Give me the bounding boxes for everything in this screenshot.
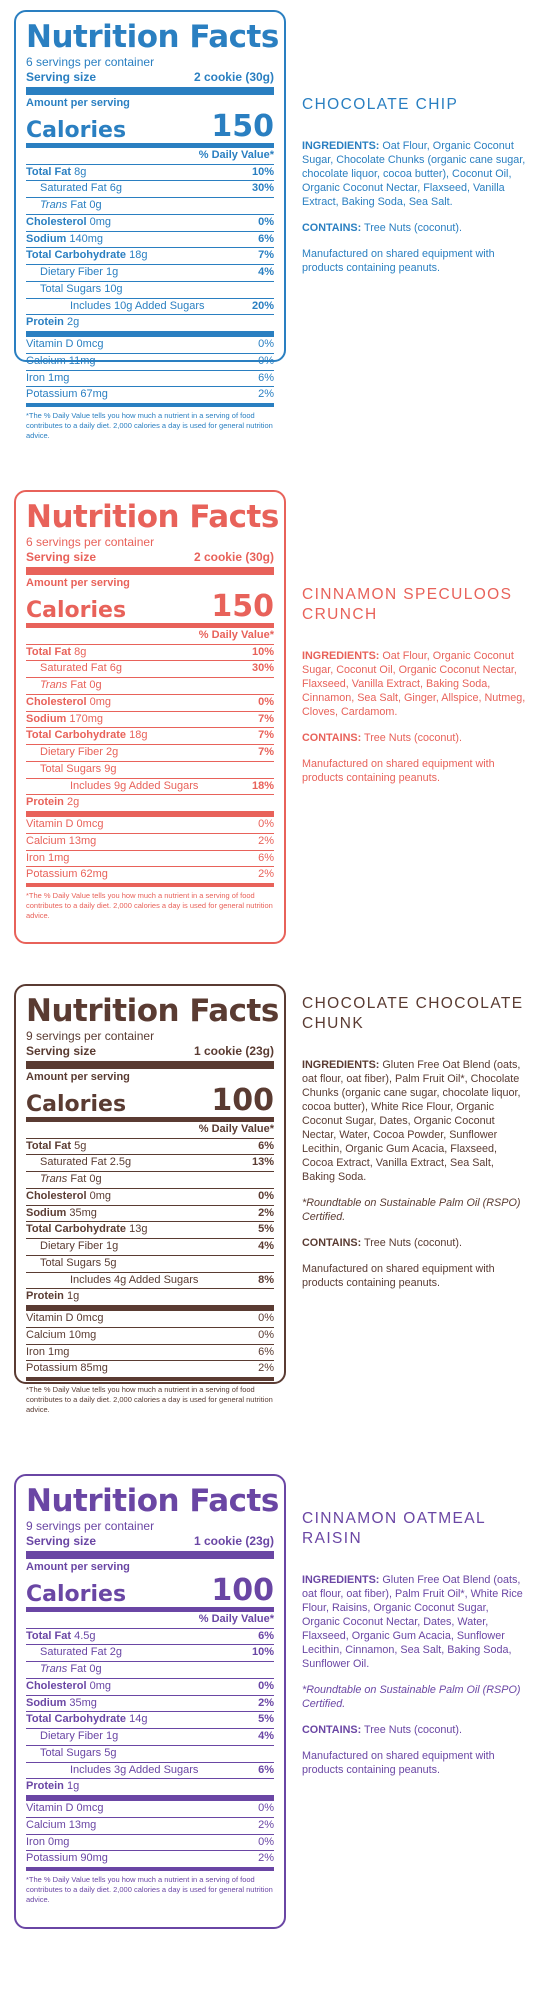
iron-label: Iron 1mg xyxy=(26,1345,70,1358)
total-carbohydrate-amount: 18g xyxy=(129,729,148,742)
ingredients-text xyxy=(302,139,527,209)
iron-dv: 6% xyxy=(258,1345,274,1358)
trans-fat-row xyxy=(26,1662,274,1679)
servings-per-container: 6 servings per container xyxy=(26,55,155,69)
calories-label: Calories xyxy=(26,117,127,143)
trans-fat-row xyxy=(26,678,274,695)
iron-label: Iron 0mg xyxy=(26,1835,70,1848)
total-carbohydrate-row xyxy=(26,1712,274,1729)
total-carbohydrate-amount: 18g xyxy=(129,249,148,262)
total-fat-label: Total Fat xyxy=(26,1629,72,1642)
contains-text xyxy=(302,1723,527,1737)
trans-fat-amount: Fat 0g xyxy=(70,1663,102,1675)
protein-amount: 2g xyxy=(66,316,80,329)
total-fat-label: Total Fat xyxy=(26,165,72,178)
contains-text xyxy=(302,221,527,235)
saturated-fat-dv: 30% xyxy=(251,182,274,195)
iron-dv: 6% xyxy=(258,851,274,864)
daily-value-header: % Daily Value* xyxy=(26,628,274,645)
protein-label: Protein xyxy=(26,1780,64,1793)
saturated-fat-label: Saturated Fat xyxy=(40,1646,107,1659)
calories-value: 150 xyxy=(211,108,274,144)
dietary-fiber-dv: 4% xyxy=(258,1730,274,1742)
added-sugars-row xyxy=(26,779,274,796)
manufactured-note: Manufactured on shared equipment with products containing peanuts. xyxy=(302,248,495,274)
iron-row xyxy=(26,1835,274,1852)
total-sugars-label: Total Sugars 9g xyxy=(40,762,117,775)
iron-row xyxy=(26,851,274,868)
ingredients-label: INGREDIENTS: xyxy=(302,140,380,152)
added-sugars-dv: 6% xyxy=(258,1763,274,1776)
calories-label: Calories xyxy=(26,1581,127,1607)
iron-label: Iron 1mg xyxy=(26,851,70,864)
dietary-fiber-dv: 7% xyxy=(258,746,274,758)
amount-per-serving: Amount per serving xyxy=(26,1561,130,1573)
calcium-dv: 2% xyxy=(258,1818,274,1831)
trans-fat-row xyxy=(26,198,274,215)
servings-per-container: 9 servings per container xyxy=(26,1519,155,1533)
protein-amount: 2g xyxy=(66,796,80,809)
total-carbohydrate-row xyxy=(26,248,274,265)
dietary-fiber-label: Dietary Fiber 1g xyxy=(40,1240,119,1252)
total-fat-dv: 6% xyxy=(258,1629,274,1642)
serving-size-label: Serving size xyxy=(26,550,97,564)
dietary-fiber-row xyxy=(26,265,274,282)
total-carbohydrate-row xyxy=(26,728,274,745)
iron-row xyxy=(26,371,274,388)
total-fat-row xyxy=(26,1139,274,1156)
calcium-label: Calcium 10mg xyxy=(26,1328,97,1341)
saturated-fat-amount: 2g xyxy=(109,1646,122,1659)
added-sugars-label: Includes 10g Added Sugars xyxy=(70,299,205,312)
sodium-row xyxy=(26,232,274,249)
ingredients-label: INGREDIENTS: xyxy=(302,650,380,662)
contains-value: Tree Nuts (coconut). xyxy=(364,732,463,744)
vitamin-d-dv: 0% xyxy=(258,1312,274,1324)
serving-size-value: 1 cookie (23g) xyxy=(193,1044,274,1058)
dietary-fiber-row xyxy=(26,1729,274,1746)
total-fat-amount: 8g xyxy=(74,645,87,658)
contains-value: Tree Nuts (coconut). xyxy=(364,222,463,234)
cholesterol-amount: 0mg xyxy=(89,1189,111,1202)
total-carbohydrate-label: Total Carbohydrate xyxy=(26,1223,127,1236)
calcium-label: Calcium 11mg xyxy=(26,354,96,367)
serving-size-label: Serving size xyxy=(26,70,97,84)
calories-row xyxy=(26,1082,274,1122)
cholesterol-dv: 0% xyxy=(258,215,274,228)
saturated-fat-dv: 10% xyxy=(251,1646,274,1659)
saturated-fat-dv: 13% xyxy=(251,1156,274,1169)
saturated-fat-label: Saturated Fat xyxy=(40,662,107,675)
nutrition-facts-title: Nutrition Facts xyxy=(26,19,279,55)
calories-value: 100 xyxy=(211,1572,274,1608)
nutrition-facts-title: Nutrition Facts xyxy=(26,1483,279,1519)
saturated-fat-row xyxy=(26,1155,274,1172)
potassium-label: Potassium 85mg xyxy=(26,1362,108,1375)
sodium-label: Sodium xyxy=(26,232,67,245)
dietary-fiber-label: Dietary Fiber 2g xyxy=(40,746,119,758)
calcium-dv: 2% xyxy=(258,834,274,847)
vitamin-d-row xyxy=(26,811,274,834)
cholesterol-dv: 0% xyxy=(258,1679,274,1692)
daily-value-footnote: *The % Daily Value tells you how much a nutrient in a serving of food contributes to a daily diet. 2,000 calories a day is used for general nutrition advice. xyxy=(26,883,274,921)
sodium-label: Sodium xyxy=(26,712,67,725)
protein-row xyxy=(26,315,274,331)
total-carbohydrate-dv: 7% xyxy=(258,249,274,262)
cholesterol-row xyxy=(26,695,274,712)
serving-size-row xyxy=(26,70,274,95)
nutrition-facts-title: Nutrition Facts xyxy=(26,993,279,1029)
serving-size-row xyxy=(26,1044,274,1069)
protein-label: Protein xyxy=(26,796,64,809)
protein-row xyxy=(26,795,274,811)
saturated-fat-label: Saturated Fat xyxy=(40,1156,107,1169)
serving-size-value: 1 cookie (23g) xyxy=(193,1534,274,1548)
product-name: CHOCOLATE CHIP xyxy=(302,96,459,113)
calcium-row xyxy=(26,354,274,371)
servings-per-container: 6 servings per container xyxy=(26,535,155,549)
potassium-dv: 2% xyxy=(258,1852,274,1865)
total-sugars-row xyxy=(26,1256,274,1273)
calories-value: 100 xyxy=(211,1082,274,1118)
total-fat-row xyxy=(26,165,274,182)
vitamin-d-row xyxy=(26,1795,274,1818)
trans-label: Trans xyxy=(40,1663,68,1675)
protein-amount: 1g xyxy=(66,1780,80,1793)
saturated-fat-amount: 6g xyxy=(109,182,122,195)
total-fat-label: Total Fat xyxy=(26,1139,72,1152)
cholesterol-amount: 0mg xyxy=(89,215,111,228)
trans-fat-amount: Fat 0g xyxy=(70,199,102,211)
servings-per-container: 9 servings per container xyxy=(26,1029,155,1043)
serving-size-label: Serving size xyxy=(26,1534,97,1548)
sodium-row xyxy=(26,1696,274,1713)
iron-dv: 0% xyxy=(258,1835,274,1848)
total-carbohydrate-dv: 7% xyxy=(258,729,274,742)
vitamin-d-dv: 0% xyxy=(258,818,274,830)
sodium-amount: 35mg xyxy=(69,1696,97,1709)
daily-value-header: % Daily Value* xyxy=(26,148,274,165)
rspo-note xyxy=(302,1196,527,1224)
ingredients-label: INGREDIENTS: xyxy=(302,1574,380,1586)
added-sugars-row xyxy=(26,1763,274,1780)
total-sugars-row xyxy=(26,762,274,779)
ingredients-text xyxy=(302,1573,527,1671)
daily-value-header: % Daily Value* xyxy=(26,1612,274,1629)
sodium-row xyxy=(26,712,274,729)
amount-per-serving: Amount per serving xyxy=(26,577,130,589)
ingredients-list: Oat Flour, Organic Coconut Sugar, Coconut Oil, Organic Coconut Nectar, Flaxseed, Vanilla Extract, Baking Soda, Cinnamon, Sea Salt, Ginger, Allspice, Nutmeg, Cloves, Cardamom. xyxy=(302,650,526,718)
potassium-row xyxy=(26,387,274,403)
cholesterol-row xyxy=(26,215,274,232)
product-name: CHOCOLATE CHOCOLATE CHUNK xyxy=(302,995,524,1032)
trans-label: Trans xyxy=(40,1173,68,1185)
protein-row xyxy=(26,1779,274,1795)
total-fat-label: Total Fat xyxy=(26,645,72,658)
saturated-fat-row xyxy=(26,1645,274,1662)
daily-value-footnote: *The % Daily Value tells you how much a nutrient in a serving of food contributes to a daily diet. 2,000 calories a day is used for general nutrition advice. xyxy=(26,1377,274,1415)
total-sugars-label: Total Sugars 5g xyxy=(40,1746,117,1759)
contains-text xyxy=(302,1236,527,1250)
saturated-fat-amount: 2.5g xyxy=(109,1156,132,1169)
nutrition-label xyxy=(14,10,286,440)
calcium-row xyxy=(26,834,274,851)
calories-row xyxy=(26,588,274,628)
cholesterol-row xyxy=(26,1189,274,1206)
protein-row xyxy=(26,1289,274,1305)
product-name: CINNAMON SPECULOOS CRUNCH xyxy=(302,586,513,623)
total-fat-row xyxy=(26,645,274,662)
potassium-dv: 2% xyxy=(258,1362,274,1375)
vitamin-d-label: Vitamin D 0mcg xyxy=(26,1312,104,1324)
sodium-label: Sodium xyxy=(26,1696,67,1709)
trans-label: Trans xyxy=(40,679,68,691)
sodium-amount: 35mg xyxy=(69,1206,97,1219)
saturated-fat-label: Saturated Fat xyxy=(40,182,107,195)
vitamin-d-label: Vitamin D 0mcg xyxy=(26,338,104,350)
potassium-label: Potassium 62mg xyxy=(26,868,108,881)
dietary-fiber-label: Dietary Fiber 1g xyxy=(40,266,119,278)
potassium-dv: 2% xyxy=(258,868,274,881)
amount-per-serving: Amount per serving xyxy=(26,1071,130,1083)
dietary-fiber-dv: 4% xyxy=(258,1240,274,1252)
sodium-label: Sodium xyxy=(26,1206,67,1219)
calcium-label: Calcium 13mg xyxy=(26,1818,97,1831)
serving-size-row xyxy=(26,550,274,575)
product-info xyxy=(302,95,527,287)
trans-fat-amount: Fat 0g xyxy=(70,1173,102,1185)
vitamin-d-dv: 0% xyxy=(258,1802,274,1814)
vitamin-d-row xyxy=(26,331,274,354)
rspo-note xyxy=(302,1683,527,1711)
added-sugars-label: Includes 3g Added Sugars xyxy=(70,1763,199,1776)
total-sugars-label: Total Sugars 5g xyxy=(40,1256,117,1269)
dietary-fiber-row xyxy=(26,745,274,762)
serving-size-value: 2 cookie (30g) xyxy=(193,550,274,564)
total-fat-amount: 4.5g xyxy=(74,1629,96,1642)
total-fat-dv: 10% xyxy=(251,165,274,178)
added-sugars-dv: 20% xyxy=(251,299,274,312)
vitamin-d-label: Vitamin D 0mcg xyxy=(26,1802,104,1814)
total-carbohydrate-label: Total Carbohydrate xyxy=(26,729,127,742)
calories-label: Calories xyxy=(26,1091,127,1117)
manufactured-note: Manufactured on shared equipment with products containing peanuts. xyxy=(302,758,495,784)
calcium-dv: 0% xyxy=(258,354,274,367)
calories-label: Calories xyxy=(26,597,127,623)
total-fat-amount: 8g xyxy=(74,165,87,178)
cholesterol-amount: 0mg xyxy=(89,695,111,708)
cholesterol-label: Cholesterol xyxy=(26,1679,87,1692)
cholesterol-label: Cholesterol xyxy=(26,1189,87,1202)
product-info xyxy=(302,585,527,797)
iron-row xyxy=(26,1345,274,1362)
calcium-dv: 0% xyxy=(258,1328,274,1341)
ingredients-text xyxy=(302,1058,527,1184)
potassium-dv: 2% xyxy=(258,388,274,401)
dietary-fiber-label: Dietary Fiber 1g xyxy=(40,1730,119,1742)
nutrition-label xyxy=(14,490,286,944)
calcium-row xyxy=(26,1818,274,1835)
total-fat-dv: 10% xyxy=(251,645,274,658)
added-sugars-label: Includes 4g Added Sugars xyxy=(70,1273,199,1286)
sodium-amount: 170mg xyxy=(69,712,104,725)
total-sugars-row xyxy=(26,1746,274,1763)
vitamin-d-dv: 0% xyxy=(258,338,274,350)
serving-size-label: Serving size xyxy=(26,1044,97,1058)
ingredients-list: Gluten Free Oat Blend (oats, oat flour, oat fiber), Palm Fruit Oil*, White Rice Flour, Raisins, Organic Coconut Sugar, Organic Coconut Nectar, Dates, Water, Flaxseed, Organic Gum Acacia, Sunflower Lecithin, Cinnamon, Sea Salt, Baking Soda, Sunflower Oil. xyxy=(302,1574,523,1670)
ingredients-list: Gluten Free Oat Blend (oats, oat flour, oat fiber), Palm Fruit Oil*, Chocolate Chunks (organic cane sugar, chocolate liquor, cocoa butter), White Rice Flour, Organic Coconut Sugar, Dates, Organic Coconut Nectar, Water, Cocoa Powder, Sunflower Lecithin, Organic Gum Acacia, Flaxseed, Cocoa Extract, Vanilla Extract, Sea Salt, Baking Soda. xyxy=(302,1059,521,1183)
added-sugars-row xyxy=(26,299,274,316)
added-sugars-row xyxy=(26,1273,274,1290)
total-carbohydrate-row xyxy=(26,1222,274,1239)
product-name: CINNAMON OATMEAL RAISIN xyxy=(302,1510,486,1547)
contains-label: CONTAINS: xyxy=(302,1724,362,1736)
cholesterol-row xyxy=(26,1679,274,1696)
potassium-label: Potassium 67mg xyxy=(26,388,108,401)
contains-value: Tree Nuts (coconut). xyxy=(364,1724,463,1736)
total-fat-amount: 5g xyxy=(74,1139,87,1152)
total-fat-dv: 6% xyxy=(258,1139,274,1152)
potassium-row xyxy=(26,867,274,883)
contains-text xyxy=(302,731,527,745)
ingredients-list: Oat Flour, Organic Coconut Sugar, Chocolate Chunks (organic cane sugar, chocolate liquor, cocoa butter), Coconut Oil, Organic Coconut Nectar, Flaxseed, Vanilla Extract, Baking Soda, Sea Salt. xyxy=(302,140,526,208)
calories-row xyxy=(26,108,274,148)
total-sugars-row xyxy=(26,282,274,299)
cholesterol-dv: 0% xyxy=(258,1189,274,1202)
calories-value: 150 xyxy=(211,588,274,624)
dietary-fiber-row xyxy=(26,1239,274,1256)
serving-size-row xyxy=(26,1534,274,1559)
contains-label: CONTAINS: xyxy=(302,732,362,744)
added-sugars-dv: 8% xyxy=(258,1273,274,1286)
nutrition-label xyxy=(14,1474,286,1929)
ingredients-text xyxy=(302,649,527,719)
protein-amount: 1g xyxy=(66,1290,80,1303)
calcium-row xyxy=(26,1328,274,1345)
serving-size-value: 2 cookie (30g) xyxy=(193,70,274,84)
saturated-fat-row xyxy=(26,661,274,678)
total-carbohydrate-label: Total Carbohydrate xyxy=(26,249,127,262)
total-carbohydrate-amount: 14g xyxy=(129,1713,148,1726)
ingredients-label: INGREDIENTS: xyxy=(302,1059,380,1071)
protein-label: Protein xyxy=(26,316,64,329)
total-carbohydrate-amount: 13g xyxy=(129,1223,148,1236)
sodium-dv: 2% xyxy=(258,1696,274,1709)
amount-per-serving: Amount per serving xyxy=(26,97,130,109)
total-carbohydrate-dv: 5% xyxy=(258,1713,274,1726)
cholesterol-amount: 0mg xyxy=(89,1679,111,1692)
dietary-fiber-dv: 4% xyxy=(258,266,274,278)
daily-value-header: % Daily Value* xyxy=(26,1122,274,1139)
iron-label: Iron 1mg xyxy=(26,371,70,384)
contains-label: CONTAINS: xyxy=(302,1237,362,1249)
added-sugars-label: Includes 9g Added Sugars xyxy=(70,779,199,792)
iron-dv: 6% xyxy=(258,371,274,384)
manufactured-note: Manufactured on shared equipment with products containing peanuts. xyxy=(302,1263,495,1289)
total-carbohydrate-label: Total Carbohydrate xyxy=(26,1713,127,1726)
vitamin-d-label: Vitamin D 0mcg xyxy=(26,818,104,830)
contains-value: Tree Nuts (coconut). xyxy=(364,1237,463,1249)
rspo-text: *Roundtable on Sustainable Palm Oil (RSPO) Certified. xyxy=(302,1197,521,1223)
total-carbohydrate-dv: 5% xyxy=(258,1223,274,1236)
rspo-text: *Roundtable on Sustainable Palm Oil (RSPO) Certified. xyxy=(302,1684,521,1710)
calcium-label: Calcium 13mg xyxy=(26,834,97,847)
saturated-fat-dv: 30% xyxy=(251,662,274,675)
vitamin-d-row xyxy=(26,1305,274,1328)
cholesterol-dv: 0% xyxy=(258,695,274,708)
sodium-dv: 7% xyxy=(258,712,274,725)
trans-fat-row xyxy=(26,1172,274,1189)
total-fat-row xyxy=(26,1629,274,1646)
sodium-row xyxy=(26,1206,274,1223)
total-sugars-label: Total Sugars 10g xyxy=(40,282,123,295)
sodium-dv: 2% xyxy=(258,1206,274,1219)
cholesterol-label: Cholesterol xyxy=(26,215,87,228)
saturated-fat-row xyxy=(26,181,274,198)
manufactured-note: Manufactured on shared equipment with products containing peanuts. xyxy=(302,1750,495,1776)
product-info xyxy=(302,1509,527,1789)
cholesterol-label: Cholesterol xyxy=(26,695,87,708)
nutrition-label xyxy=(14,984,286,1414)
potassium-row xyxy=(26,1851,274,1867)
calories-row xyxy=(26,1572,274,1612)
potassium-label: Potassium 90mg xyxy=(26,1852,108,1865)
daily-value-footnote: *The % Daily Value tells you how much a nutrient in a serving of food contributes to a daily diet. 2,000 calories a day is used for general nutrition advice. xyxy=(26,1867,274,1905)
trans-label: Trans xyxy=(40,199,68,211)
added-sugars-dv: 18% xyxy=(251,779,274,792)
saturated-fat-amount: 6g xyxy=(109,662,122,675)
potassium-row xyxy=(26,1361,274,1377)
sodium-amount: 140mg xyxy=(69,232,104,245)
nutrition-facts-title: Nutrition Facts xyxy=(26,499,279,535)
sodium-dv: 6% xyxy=(258,232,274,245)
trans-fat-amount: Fat 0g xyxy=(70,679,102,691)
product-info xyxy=(302,994,527,1302)
daily-value-footnote: *The % Daily Value tells you how much a nutrient in a serving of food contributes to a daily diet. 2,000 calories a day is used for general nutrition advice. xyxy=(26,403,274,441)
protein-label: Protein xyxy=(26,1290,64,1303)
contains-label: CONTAINS: xyxy=(302,222,362,234)
